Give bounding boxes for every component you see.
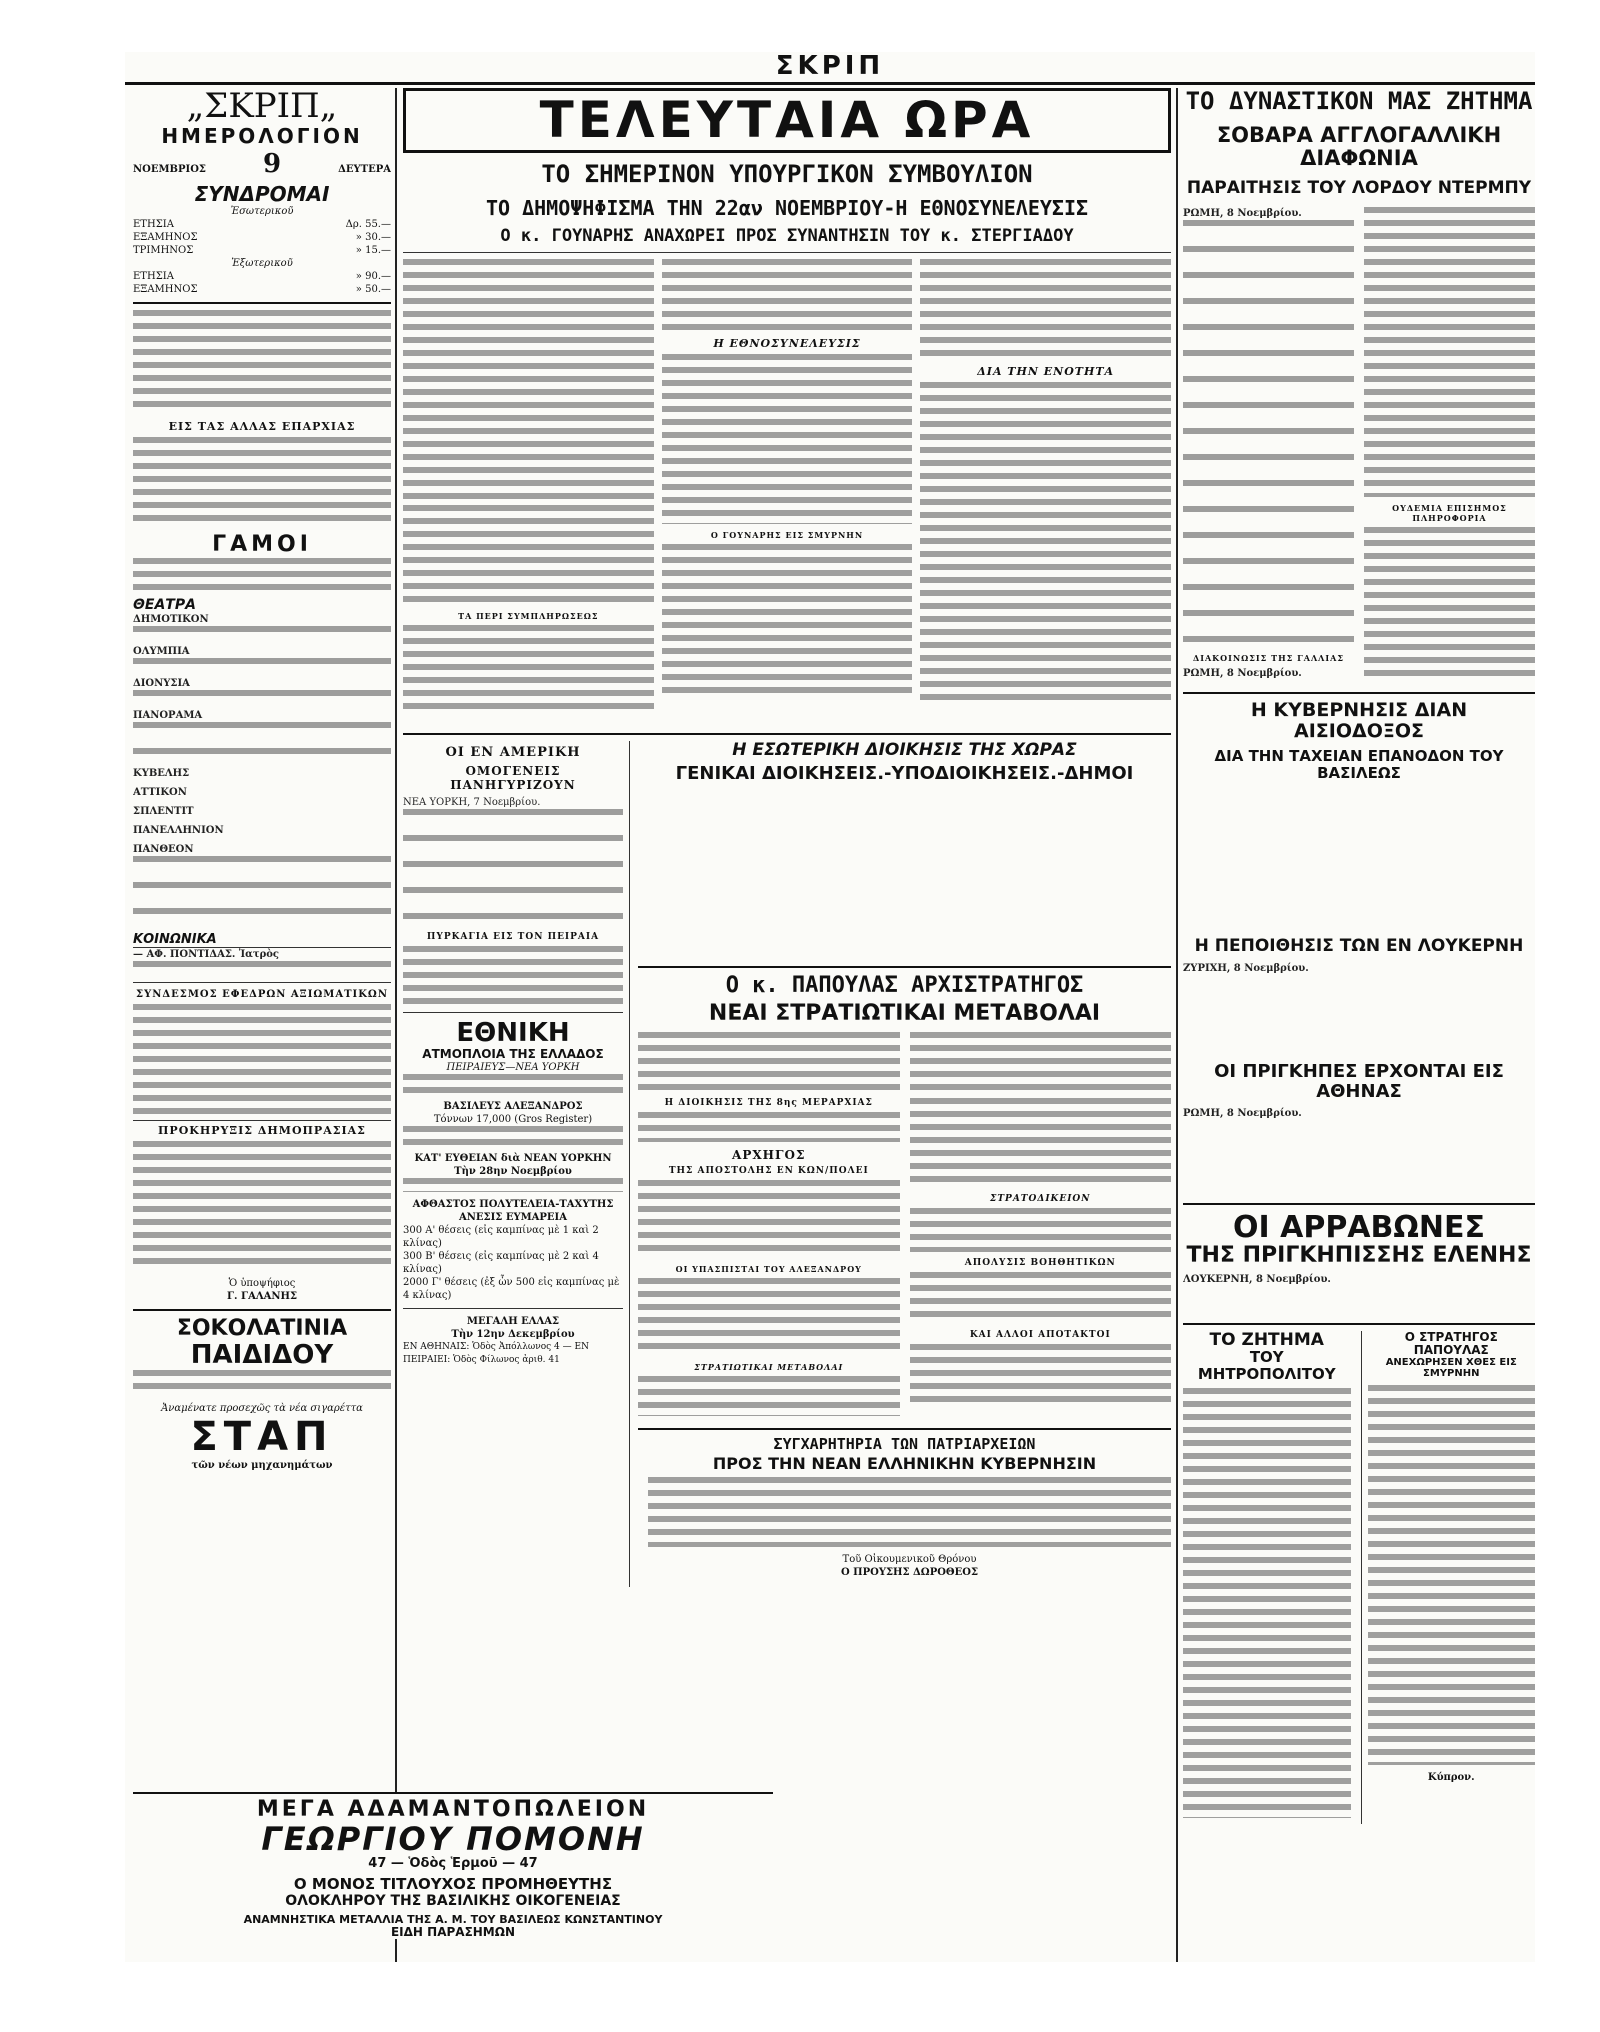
lucerne-body <box>1183 962 1535 1062</box>
gounaris-smyrna-subhead: Ο ΓΟΥΝΑΡΗΣ ΕΙΣ ΣΜΥΡΝΗΝ <box>710 530 864 541</box>
social-title: ΚΟΙΝΩΝΙΚΑ <box>133 933 391 948</box>
newspaper-page <box>125 52 1535 1962</box>
papoulas-title: Ο κ. ΠΑΠΟΥΛΑΣ ΑΡΧΙΣΤΡΑΤΗΓΟΣ <box>725 972 1084 998</box>
body-text <box>662 259 913 331</box>
jeweller-ad <box>133 1792 773 1939</box>
rate-price: » 30.— <box>355 232 391 244</box>
rates-domestic <box>133 218 391 257</box>
lead-article <box>403 259 1171 727</box>
body-text <box>1183 1388 1351 1818</box>
gallas-subhead: ΔΙΑΚΟΙΝΩΣΙΣ ΤΗΣ ΓΑΛΛΙΑΣ <box>1193 653 1344 664</box>
body-text <box>1364 207 1535 497</box>
rate-row <box>133 283 391 296</box>
divider <box>133 1309 391 1311</box>
body-text <box>920 382 1171 702</box>
theatre-entry <box>133 824 391 837</box>
theatre-entry <box>133 709 391 761</box>
rate-label: ΕΤΗΣΙΑ <box>133 271 174 283</box>
promotions-subhead: ΤΑ ΠΕΡΙ ΣΥΜΠΛΗΡΩΣΕΩΣ <box>458 611 599 622</box>
masthead <box>125 52 1535 80</box>
dynastic-body <box>1183 207 1535 686</box>
theatre-name: ΚΥΒΕΛΗΣ <box>133 767 190 779</box>
masthead-rule <box>125 82 1535 85</box>
theatre-entry <box>133 786 391 799</box>
aides-subhead: ΑΠΟΛΥΣΙΣ ΒΟΗΘΗΤΙΚΩΝ <box>964 1257 1116 1268</box>
theatre-name: ΠΑΝΘΕΟΝ <box>133 843 194 855</box>
theatre-entry <box>133 805 391 818</box>
auction-signer: Ὁ ὑποψήφιος <box>228 1278 296 1290</box>
divider <box>403 1308 623 1309</box>
resignation-headline: ΠΑΡΑΙΤΗΣΙΣ ΤΟΥ ΛΟΡΔΟΥ ΝΤΕΡΜΠΥ <box>1186 177 1532 198</box>
patriarch-sign-2: Ο ΠΡΟΥΣΗΣ ΔΩΡΟΘΕΟΣ <box>840 1567 979 1579</box>
divider <box>1183 1323 1535 1325</box>
theatre-name: ΣΠΛΕΝΤΙΤ <box>133 805 194 817</box>
theatre-entry <box>133 677 391 703</box>
ship-tons: Τόννων 17,000 (Gros Register) <box>433 1113 593 1125</box>
lower-center <box>403 741 1171 1587</box>
body-text <box>403 796 623 926</box>
jeweller-line-1: ΜΕΓΑ ΑΔΑΜΑΝΤΟΠΩΛΕΙΟΝ <box>256 1797 650 1822</box>
rate-price: » 15.— <box>355 245 391 257</box>
leader-subtitle: ΤΗΣ ΑΠΟΣΤΟΛΗΣ ΕΝ ΚΩΝ/ΠΟΛΕΙ <box>668 1165 869 1176</box>
theatre-name: ΠΑΝΕΛΛΗΝΙΟΝ <box>133 824 224 836</box>
dispute-headline: ΣΟΒΑΡΑ ΑΓΓΛΟΓΑΛΛΙΚΗ ΔΙΑΦΩΝΙΑ <box>1216 123 1502 171</box>
auction-title: ΠΡΟΚΗΡΥΞΙΣ ΔΗΜΟΠΡΑΣΙΑΣ <box>133 1120 391 1137</box>
metropolitan-headline-1: ΤΟ ΖΗΤΗΜΑ <box>1209 1329 1324 1350</box>
center-column <box>403 88 1171 1962</box>
headline-referendum: ΤΟ ΔΗΜΟΨΗΦΙΣΜΑ ΤΗΝ 22αν ΝΟΕΜΒΡΙΟΥ-Η ΕΘΝΟΣΥΝΕΛΕΥΣΙΣ <box>485 196 1089 221</box>
auction-name: Γ. ΓΑΛΑΝΗΣ <box>226 1291 298 1303</box>
ship-class: 300 Α' θέσεις (εἰς καμπίνας μὲ 1 καὶ 2 κλίνας) <box>403 1224 599 1249</box>
ship-slogan: ΑΦΘΑΣΤΟΣ ΠΟΛΥΤΕΛΕΙΑ-ΤΑΧΥΤΗΣ ΑΝΕΣΙΣ ΕΥΜΑΡΕΙΑ <box>412 1198 614 1223</box>
body-text <box>662 544 913 694</box>
ship-ad-title-1: ΕΘΝΙΚΗ <box>456 1018 570 1049</box>
ship-class: 300 Β' θέσεις (εἰς καμπίνας μὲ 2 καὶ 4 κλίνας) <box>403 1250 599 1275</box>
unity-subhead: ΔΙΑ ΤΗΝ ΕΝΟΤΗΤΑ <box>977 365 1115 379</box>
patriarch-body <box>638 1477 1171 1587</box>
provinces-title: ΕΙΣ ΤΑΣ ΑΛΛΑΣ ΕΠΑΡΧΙΑΣ <box>168 420 356 434</box>
article-column <box>638 1032 900 1422</box>
body-text <box>638 1112 900 1142</box>
ad-stap-brand: ΣΤΑΠ <box>190 1414 334 1461</box>
rates-foreign <box>133 270 391 296</box>
date-day: 9 <box>263 149 282 180</box>
body-text <box>133 437 391 527</box>
fires-title: ΠΥΡΚΑΓΙΑ ΕΙΣ ΤΟΝ ΠΕΙΡΑΙΑ <box>426 932 600 943</box>
divider <box>403 733 1171 735</box>
body-text <box>638 1376 900 1416</box>
ship-name: ΒΑΣΙΛΕΥΣ ΑΛΕΞΑΝΔΡΟΣ <box>443 1100 583 1112</box>
body-text <box>403 625 654 715</box>
divider <box>1183 1203 1535 1205</box>
theatre-entry <box>133 767 391 780</box>
headline-cabinet: ΤΟ ΣΗΜΕΡΙΝΟΝ ΥΠΟΥΡΓΙΚΟΝ ΣΥΜΒΟΥΛΙΟΝ <box>541 160 1033 188</box>
metropolitan-headline-2: ΤΟΥ ΜΗΤΡΟΠΟΛΙΤΟΥ <box>1197 1348 1336 1383</box>
body-text <box>638 1278 900 1356</box>
patriarch-sign-1: Τοῦ Οἰκουμενικοῦ Θρόνου <box>842 1554 977 1566</box>
america-dateline: ΝΕΑ ΥΟΡΚΗ, 7 Νοεμβρίου. <box>403 797 541 809</box>
date-month: ΝΟΕΜΒΡΙΟΣ <box>133 164 206 176</box>
body-text <box>1183 207 1354 647</box>
body-text <box>638 1032 900 1092</box>
body-text <box>403 259 654 499</box>
article-column <box>910 1032 1172 1422</box>
article-column <box>920 259 1171 727</box>
ship2-name: ΜΕΓΑΛΗ ΕΛΛΑΣ <box>466 1315 560 1327</box>
theatre-name: ΠΑΝΟΡΑΜΑ <box>133 709 203 721</box>
body-text <box>1368 1385 1536 1765</box>
jeweller-line-4: Ο ΜΟΝΟΣ ΤΙΤΛΟΥΧΟΣ ΠΡΟΜΗΘΕΥΤΗΣ <box>293 1874 613 1893</box>
social-line: — ΑΦ. ΠΟΝΤΙΔΑΣ. Ἰατρὸς <box>133 948 391 976</box>
more-subhead: ΚΑΙ ΑΛΛΟΙ ΑΠΟΤΑΚΤΟΙ <box>969 1329 1111 1340</box>
lower-left-column <box>403 741 630 1587</box>
article-column <box>1183 207 1354 686</box>
jeweller-line-6: ΑΝΑΜΝΗΣΤΙΚΑ ΜΕΤΑΛΛΙΑ ΤΗΣ Α. Μ. ΤΟΥ ΒΑΣΙΛΕΩΣ ΚΩΝΣΤΑΝΤΙΝΟΥ <box>243 1912 663 1926</box>
calendar-title: ΗΜΕΡΟΛΟΓΙΟΝ <box>161 124 363 149</box>
patriarch-subtitle: ΠΡΟΣ ΤΗΝ ΝΕΑΝ ΕΛΛΗΝΙΚΗΝ ΚΥΒΕΡΝΗΣΙΝ <box>712 1454 1097 1474</box>
rate-label: ΕΞΑΜΗΝΟΣ <box>133 232 198 244</box>
official-subhead: ΟΥΔΕΜΙΑ ΕΠΙΣΗΜΟΣ ΠΛΗΡΟΦΟΡΙΑ <box>1392 503 1507 524</box>
body-text <box>920 259 1171 359</box>
article-column <box>1183 1331 1351 1825</box>
patriarch-title: ΣΥΓΧΑΡΗΤΗΡΙΑ ΤΩΝ ΠΑΤΡΙΑΡΧΕΙΩΝ <box>773 1434 1036 1453</box>
article-column <box>648 1477 1171 1587</box>
rate-label: ΕΞΑΜΗΝΟΣ <box>133 284 198 296</box>
divider <box>638 1428 1171 1430</box>
body-text <box>662 354 913 524</box>
masthead-title: ΣΚΡΙΠ <box>775 51 885 81</box>
america-subtitle: ΟΜΟΓΕΝΕΙΣ ΠΑΝΗΓΥΡΙΖΟΥΝ <box>450 764 576 793</box>
body-text <box>1364 527 1535 677</box>
leader-title: ΑΡΧΗΓΟΣ <box>732 1147 806 1162</box>
zurich-dateline: ΖΥΡΙΧΗ, 8 Νοεμβρίου. <box>1183 962 1309 974</box>
date-weekday: ΔΕΥΤΕΡΑ <box>338 164 391 176</box>
general-end: Κύπρον. <box>1427 1771 1475 1783</box>
banner-headline: ΤΕΛΕΥΤΑΙΑ ΩΡΑ <box>403 88 1171 153</box>
divider <box>403 1012 623 1013</box>
government-headline: Η ΚΥΒΕΡΝΗΣΙΣ ΔΙΑΝ ΑΙΣΙΟΔΟΞΟΣ <box>1250 699 1468 743</box>
dynastic-headline: ΤΟ ΔΥΝΑΣΤΙΚΟΝ ΜΑΣ ΖΗΤΗΜΑ <box>1185 88 1533 115</box>
engagement-headline-2: ΤΗΣ ΠΡΙΓΚΗΠΙΣΣΗΣ ΕΛΕΝΗΣ <box>1186 1243 1532 1269</box>
article-column <box>1361 1331 1536 1825</box>
assembly-subhead: Η ΕΘΝΟΣΥΝΕΛΕΥΣΙΣ <box>713 337 861 351</box>
divider <box>133 302 391 304</box>
government-subtitle: ΔΙΑ ΤΗΝ ΤΑΧΕΙΑΝ ΕΠΑΝΟΔΟΝ ΤΟΥ ΒΑΣΙΛΕΩΣ <box>1214 747 1504 782</box>
body-text <box>1183 962 1309 1056</box>
dateline: ΡΩΜΗ, 8 Νοεμβρίου. <box>1183 668 1302 680</box>
left-column <box>133 88 391 1962</box>
body-text <box>910 1344 1172 1404</box>
divider <box>133 982 391 983</box>
lucerne-dateline: ΛΟΥΚΕΡΝΗ, 8 Νοεμβρίου. <box>1183 1273 1331 1285</box>
theatre-name: ΔΙΟΝΥΣΙΑ <box>133 677 190 689</box>
body-text <box>910 1032 1172 1092</box>
dateline: ΡΩΜΗ, 8 Νοεμβρίου. <box>1183 208 1302 220</box>
rate-row <box>133 218 391 231</box>
ad-chocolate-line-1: ΣΟΚΟΛΑΤΙΝΙΑ <box>176 1316 348 1342</box>
ship-route: ΠΕΙΡΑΙΕΥΣ—ΝΕΑ ΥΟΡΚΗ <box>446 1061 580 1073</box>
body-text <box>403 1178 623 1192</box>
ad-stap-outro: τῶν νέων μηχανημάτων <box>191 1460 333 1472</box>
body-text <box>133 1370 391 1396</box>
jeweller-line-3: 47 — Ὁδὸς Ἑρμοῦ — 47 <box>368 1856 538 1872</box>
body-text <box>910 1208 1172 1252</box>
engagement-body <box>1183 1273 1535 1317</box>
column-rule <box>1176 88 1178 1962</box>
calendar-date <box>133 149 391 179</box>
body-text <box>648 1477 1171 1547</box>
article-column <box>662 259 913 727</box>
ad-chocolate-line-2: ΠΑΙΔΙΔΟΥ <box>190 1340 334 1371</box>
princes-headline: ΟΙ ΠΡΙΓΚΗΠΕΣ ΕΡΧΟΝΤΑΙ ΕΙΣ ΑΘΗΝΑΣ <box>1214 1060 1504 1102</box>
admin-body <box>638 790 1171 960</box>
general-subtitle: ΑΝΕΧΩΡΗΣΕΝ ΧΘΕΣ ΕΙΣ ΣΜΥΡΝΗΝ <box>1385 1356 1517 1379</box>
ship-date: Τὴν 28ην Νοεμβρίου <box>454 1165 572 1177</box>
rate-row <box>133 244 391 257</box>
jeweller-line-7: ΕΙΔΗ ΠΑΡΑΣΗΜΩΝ <box>390 1924 515 1939</box>
dateline: ΡΩΜΗ, 8 Νοεμβρίου. <box>1183 1108 1302 1120</box>
theatre-entry <box>133 613 391 639</box>
ship-ad-title-2: ΑΤΜΟΠΛΟΙΑ ΤΗΣ ΕΛΛΑΔΟΣ <box>422 1046 604 1061</box>
theatre-name: ΟΛΥΜΠΙΑ <box>133 645 190 657</box>
marriages-title: ΓΑΜΟΙ <box>212 532 312 558</box>
body-text <box>910 1272 1172 1324</box>
rate-price: » 50.— <box>355 284 391 296</box>
body-text <box>910 1098 1172 1188</box>
rate-row <box>133 231 391 244</box>
rate-price: Δρ. 55.— <box>345 219 391 231</box>
body-text <box>403 1074 623 1094</box>
rate-label: ΕΤΗΣΙΑ <box>133 219 174 231</box>
ship-class: 2000 Γ' θέσεις (ἐξ ὧν 500 εἰς καμπίνας μὲ 4 κλίνας) <box>403 1276 620 1301</box>
princes-body <box>1183 1107 1535 1197</box>
domestic-label: Ἐσωτερικοῦ <box>230 206 294 218</box>
theatres-title: ΘΕΑΤΡΑ <box>133 596 196 613</box>
theatres-list <box>133 613 391 927</box>
ship2-date: Τὴν 12ην Δεκεμβρίου <box>451 1328 575 1340</box>
body-text <box>133 558 391 592</box>
body-text <box>133 310 391 414</box>
military-changes-subhead: ΣΤΡΑΤΙΩΤΙΚΑΙ ΜΕΤΑΒΟΛΑΙ <box>694 1361 844 1372</box>
rate-price: » 90.— <box>355 271 391 283</box>
division-subhead: Η ΔΙΟΙΚΗΣΙΣ ΤΗΣ 8ης ΜΕΡΑΡΧΙΑΣ <box>664 1097 873 1108</box>
body-text <box>403 1126 623 1146</box>
right-column <box>1183 88 1535 1962</box>
body-text <box>133 1004 391 1114</box>
engagement-headline-1: ΟΙ ΑΡΡΑΒΩΝΕΣ <box>1233 1210 1485 1246</box>
body-text <box>638 1180 900 1258</box>
divider <box>638 966 1171 968</box>
body-text <box>1183 1273 1331 1311</box>
theatre-entry <box>133 645 391 671</box>
theatre-name: ΑΤΤΙΚΟΝ <box>133 786 187 798</box>
government-body <box>1183 787 1535 937</box>
america-title: ΟΙ ΕΝ ΑΜΕΡΙΚΗ <box>445 745 581 761</box>
alex-subhead: ΟΙ ΥΠΑΣΠΙΣΤΑΙ ΤΟΥ ΑΛΕΞΑΝΔΡΟΥ <box>675 1263 862 1274</box>
column-rule <box>395 88 397 1962</box>
paper-name: „ΣΚΡΙΠ„ <box>186 88 338 126</box>
ship-direct: ΚΑΤ' ΕΥΘΕΙΑΝ διὰ ΝΕΑΝ ΥΟΡΚΗΝ <box>414 1152 612 1164</box>
admin-title: Η ΕΣΩΤΕΡΙΚΗ ΔΙΟΙΚΗΣΙΣ ΤΗΣ ΧΩΡΑΣ <box>732 740 1077 761</box>
body-text <box>1183 1107 1302 1191</box>
theatre-name: ΔΗΜΟΤΙΚΟΝ <box>133 613 209 625</box>
lower-right-column <box>638 741 1171 1587</box>
lower-right-articles <box>1183 1331 1535 1825</box>
ship-info: ΕΝ ΑΘΗΝΑΙΣ: Ὁδὸς Ἀπόλλωνος 4 — ΕΝ ΠΕΙΡΑΙΕΙ: Ὁδὸς Φίλωνος ἀριθ. 41 <box>403 1341 589 1365</box>
theatre-entry <box>133 843 391 927</box>
article-column <box>403 259 654 727</box>
ad-stap-intro: Ἀναμένατε προσεχῶς τὰ νέα σιγαρέττα <box>161 1403 363 1415</box>
body-text <box>133 1141 391 1271</box>
admin-subtitle: ΓΕΝΙΚΑΙ ΔΙΟΙΚΗΣΕΙΣ.-ΥΠΟΔΙΟΙΚΗΣΕΙΣ.-ΔΗΜΟΙ <box>675 762 1134 784</box>
rate-row <box>133 270 391 283</box>
divider <box>1183 692 1535 694</box>
foreign-label: Ἐξωτερικοῦ <box>231 258 293 270</box>
lucerne-headline: Η ΠΕΠΟΙΘΗΣΙΣ ΤΩΝ ΕΝ ΛΟΥΚΕΡΝΗ <box>1194 936 1524 957</box>
headline-gounaris: Ο κ. ΓΟΥΝΑΡΗΣ ΑΝΑΧΩΡΕΙ ΠΡΟΣ ΣΥΝΑΝΤΗΣΙΝ ΤΟΥ κ. ΣΤΕΡΓΙΑΔΟΥ <box>500 226 1074 247</box>
body-text <box>403 946 623 1006</box>
divider <box>403 252 1171 253</box>
general-headline: Ο ΣΤΡΑΤΗΓΟΣ ΠΑΠΟΥΛΑΣ <box>1404 1329 1498 1357</box>
rate-label: ΤΡΙΜΗΝΟΣ <box>133 245 194 257</box>
reserve-title: ΣΥΝΔΕΣΜΟΣ ΕΦΕΔΡΩΝ ΑΞΙΩΜΑΤΙΚΩΝ <box>136 989 388 1001</box>
subscriptions-title: ΣΥΝΔΡΟΜΑΙ <box>194 182 330 207</box>
papoulas-body <box>638 1032 1171 1422</box>
body-text <box>403 505 654 605</box>
papoulas-subtitle: ΝΕΑΙ ΣΤΡΑΤΙΩΤΙΚΑΙ ΜΕΤΑΒΟΛΑΙ <box>708 1000 1101 1026</box>
article-column <box>1364 207 1535 686</box>
court-subhead: ΣΤΡΑΤΟΔΙΚΕΙΟΝ <box>990 1193 1091 1204</box>
jeweller-line-2: ΓΕΩΡΓΙΟΥ ΠΟΜΟΝΗ <box>261 1820 645 1859</box>
jeweller-line-5: ΟΛΟΚΛΗΡΟΥ ΤΗΣ ΒΑΣΙΛΙΚΗΣ ΟΙΚΟΓΕΝΕΙΑΣ <box>285 1893 621 1910</box>
